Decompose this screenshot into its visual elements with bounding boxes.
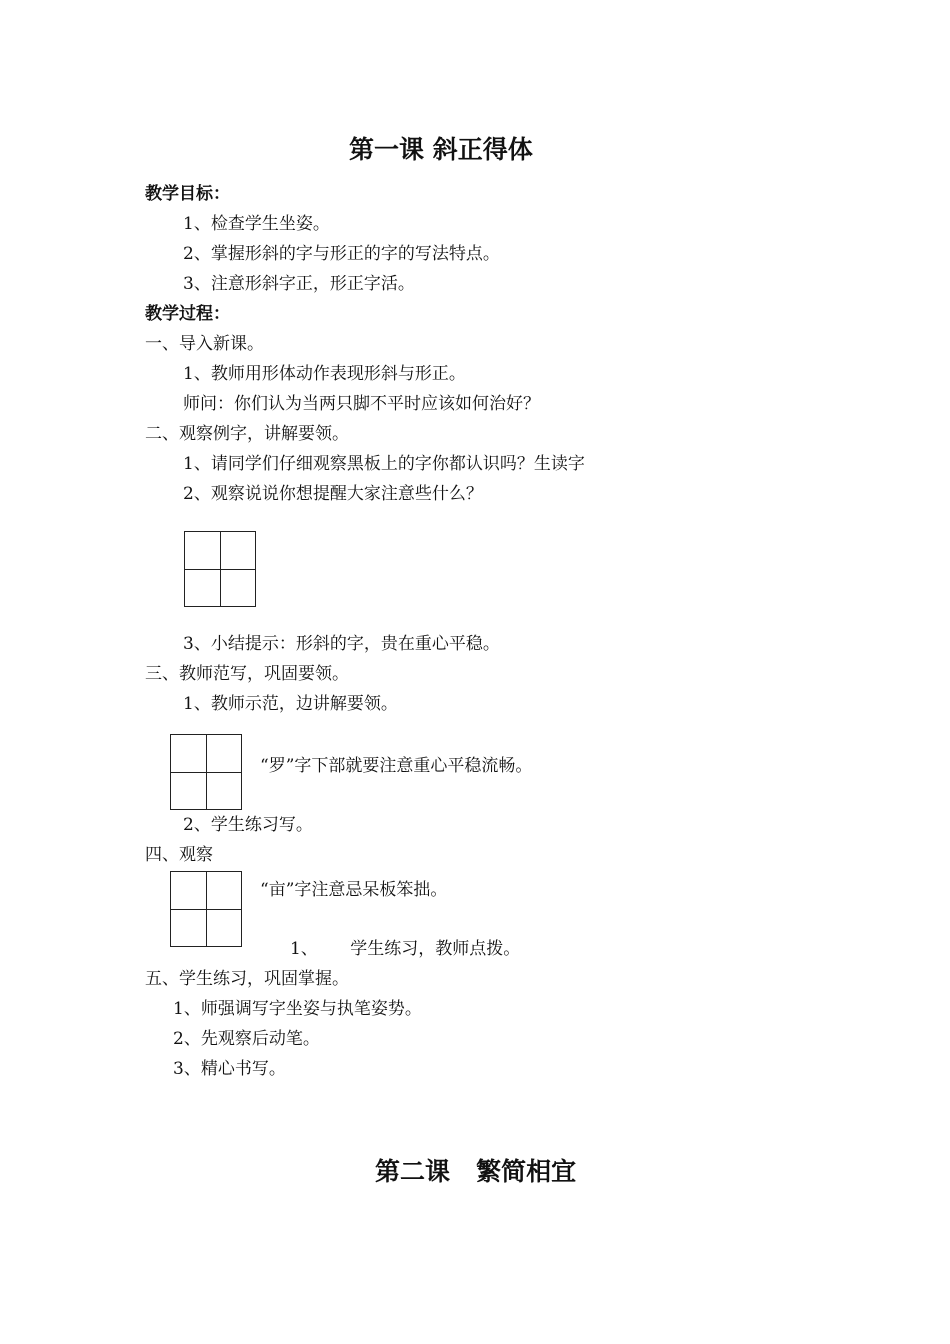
goal-item: 1、检查学生坐姿。 — [183, 214, 330, 234]
step-item: 1、 学生练习，教师点拨。 — [290, 939, 521, 959]
step-item: 1、请同学们仔细观察黑板上的字你都认识吗？生读字 — [183, 454, 585, 474]
section-heading: 二、观察例字，讲解要领。 — [145, 424, 349, 444]
tian-grid-box — [184, 531, 256, 607]
tian-grid-box — [170, 871, 242, 947]
goals-heading: 教学目标： — [145, 184, 230, 204]
section-heading: 三、教师范写，巩固要领。 — [145, 664, 349, 684]
goal-item: 2、掌握形斜的字与形正的字的写法特点。 — [183, 244, 500, 264]
character-note: “罗”字下部就要注意重心平稳流畅。 — [260, 756, 533, 776]
section-heading: 四、观察 — [145, 845, 213, 865]
step-item: 2、观察说说你想提醒大家注意些什么？ — [183, 484, 483, 504]
practice-item: 3、精心书写。 — [173, 1059, 286, 1079]
step-item: 1、教师示范，边讲解要领。 — [183, 694, 398, 714]
lesson1-title: 第一课 斜正得体 — [349, 135, 533, 164]
practice-item: 2、先观察后动笔。 — [173, 1029, 320, 1049]
practice-item: 1、师强调写字坐姿与执笔姿势。 — [173, 999, 422, 1019]
step-item: 2、学生练习写。 — [183, 815, 313, 835]
tian-grid-box — [170, 734, 242, 810]
section-heading: 五、学生练习，巩固掌握。 — [145, 969, 349, 989]
process-heading: 教学过程： — [145, 304, 230, 324]
section-heading: 一、导入新课。 — [145, 334, 264, 354]
lesson2-title: 第二课 繁简相宜 — [375, 1157, 577, 1186]
character-note: “亩”字注意忌呆板笨拙。 — [260, 880, 448, 900]
teacher-question: 师问：你们认为当两只脚不平时应该如何治好？ — [183, 394, 540, 414]
goal-item: 3、注意形斜字正，形正字活。 — [183, 274, 415, 294]
step-item: 1、教师用形体动作表现形斜与形正。 — [183, 364, 466, 384]
step-item: 3、小结提示：形斜的字，贵在重心平稳。 — [183, 634, 500, 654]
